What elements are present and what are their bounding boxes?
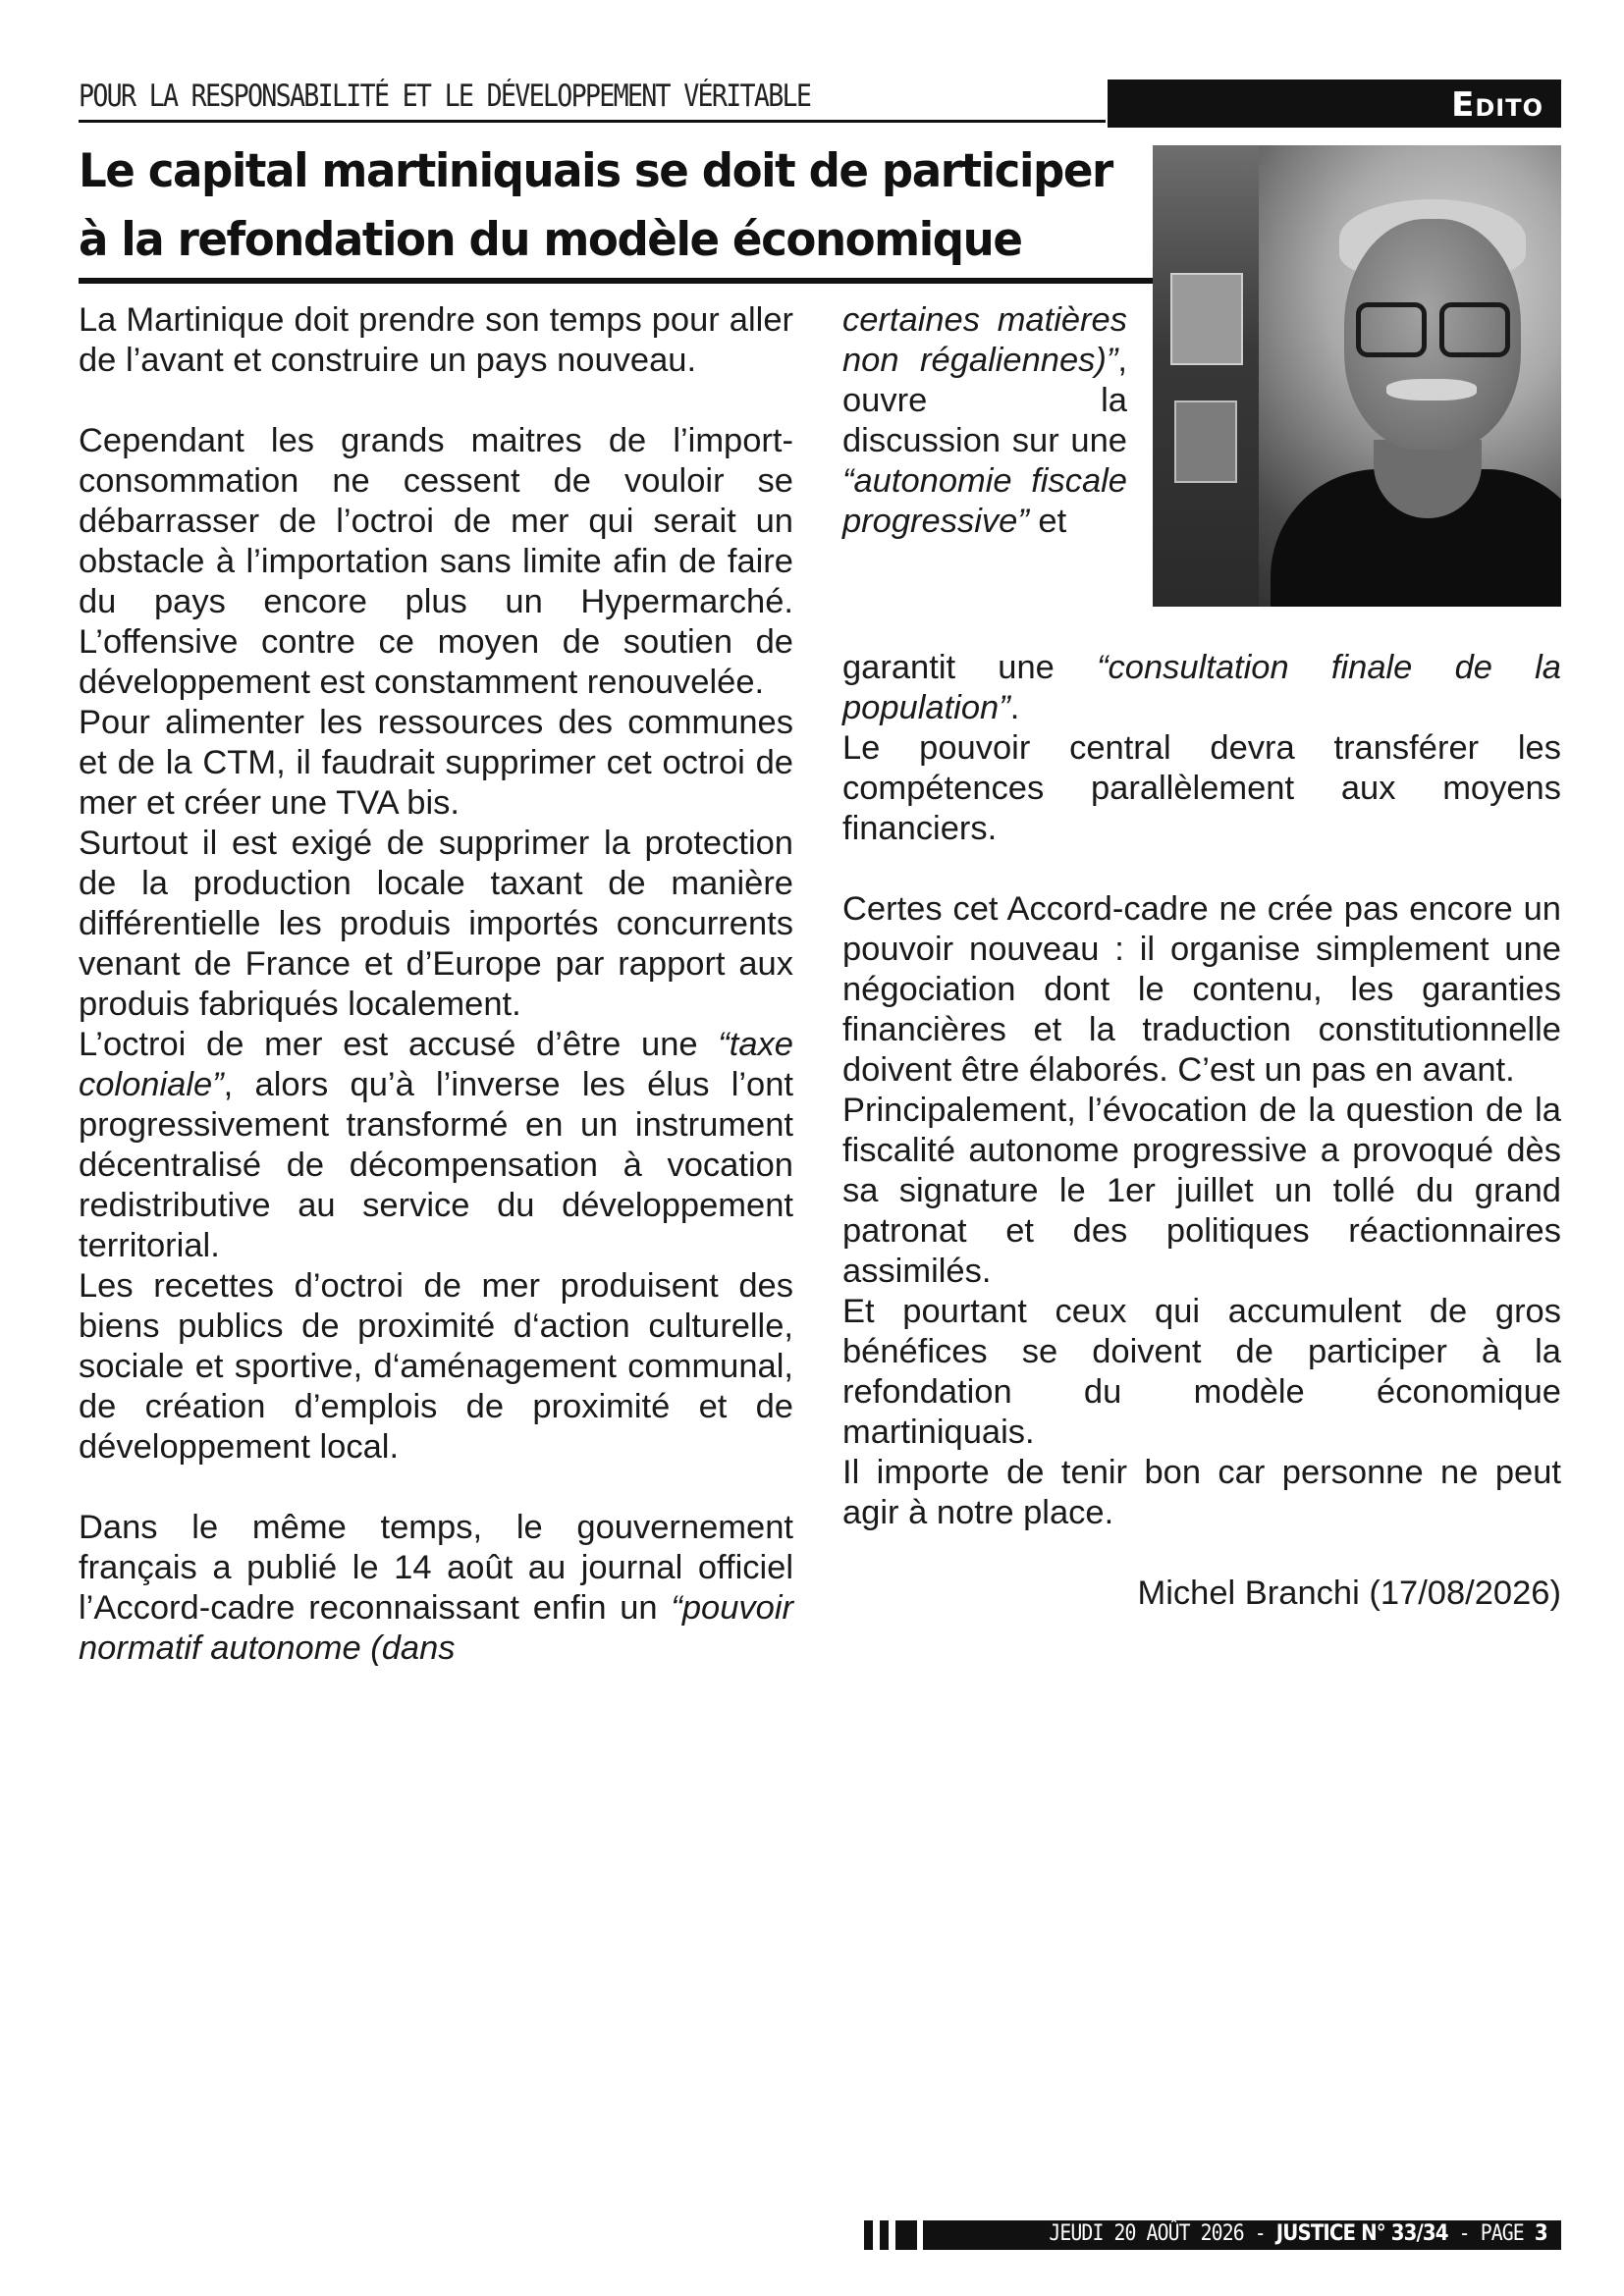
text-run: L’octroi de mer est accusé d’être une xyxy=(79,1026,719,1063)
footer-strip xyxy=(923,2220,1561,2250)
footer-text xyxy=(1050,2221,1547,2246)
article-column-right xyxy=(842,648,1561,1614)
footer-page-label: - PAGE xyxy=(1447,2221,1536,2246)
quote-consultation: “consultation finale de la population” xyxy=(842,649,1561,726)
footer-date: JEUDI 20 AOÛT 2026 - xyxy=(1049,2221,1277,2246)
photo-poster xyxy=(1174,400,1237,483)
paragraph: Les recettes d’octroi de mer produisent des biens publics de proximité d‘action culturelle, sociale et sportive, d‘aménagement communal, de création d’emplois de proximité et de développement local. xyxy=(79,1267,793,1466)
paragraph: Cependant les grands maitres de l’import-consommation ne cessent de vouloir se débarrasser de l’octroi de mer qui serait un obstacle à l’importation sans limite afin de faire du pays encore plus un Hypermarché. L’offensive contre ce moyen de soutien de développement est constamment renouvelée. xyxy=(79,422,793,701)
article-column-right-wrap xyxy=(842,300,1127,542)
glasses-icon xyxy=(1356,302,1427,357)
text-run: . xyxy=(1009,689,1020,726)
paragraph xyxy=(842,648,1561,728)
footer-bar-mark xyxy=(880,2220,889,2250)
footer-bar-mark xyxy=(895,2220,917,2250)
page-footer xyxy=(864,2220,1561,2250)
header-rule xyxy=(79,120,1106,123)
paragraph xyxy=(842,300,1127,542)
text-run: garantit une xyxy=(842,649,1098,686)
text-run: et xyxy=(1028,503,1067,540)
footer-bar-mark xyxy=(864,2220,873,2250)
paragraph: Il importe de tenir bon car personne ne peut agir à notre place. xyxy=(842,1454,1561,1531)
glasses-icon xyxy=(1439,302,1510,357)
article-column-left xyxy=(79,300,793,1669)
paragraph: Et pourtant ceux qui accumulent de gros bénéfices se doivent de participer à la refondation du modèle économique martiniquais. xyxy=(842,1293,1561,1451)
footer-publication: JUSTICE N° 33/34 xyxy=(1276,2221,1448,2246)
paragraph: Surtout il est exigé de supprimer la protection de la production locale taxant de manière différentielle les produis importés concurrents venant de France et d’Europe par rapport aux produis fabriqués localement. xyxy=(79,825,793,1023)
paragraph: Pour alimenter les ressources des communes et de la CTM, il faudrait supprimer cet octroi de mer et créer une TVA bis. xyxy=(79,704,793,822)
text-run: , ouvre la discussion sur une xyxy=(842,342,1127,459)
footer-page-number: 3 xyxy=(1535,2221,1547,2246)
photo-mustache xyxy=(1386,379,1477,400)
paragraph: Certes cet Accord-cadre ne crée pas encore un pouvoir nouveau : il organise simplement une négociation dont le contenu, les garanties financières et la traduction constitutionnelle doivent être élaborés. C’est un pas en avant. xyxy=(842,890,1561,1089)
photo-poster xyxy=(1170,273,1243,365)
quote-autonomie-fiscale: “autonomie fiscale progressive” xyxy=(842,462,1127,540)
article-title: Le capital martiniquais se doit de participer à la refondation du modèle économique xyxy=(79,144,1112,267)
text-run: Dans le même temps, le gouvernement français a publié le 14 août au journal officiel l’Accord-cadre reconnaissant enfin un xyxy=(79,1509,793,1627)
author-photo xyxy=(1153,145,1561,607)
photo-background-wall xyxy=(1153,145,1259,607)
title-rule xyxy=(79,278,1153,284)
section-badge xyxy=(1108,80,1561,128)
section-label: Edito xyxy=(1451,85,1543,125)
header-tagline: POUR LA RESPONSABILITÉ ET LE DÉVELOPPEMENT VÉRITABLE xyxy=(79,79,811,114)
author-signature: Michel Branchi (17/08/2026) xyxy=(1137,1575,1561,1612)
quote-taxe-coloniale: “taxe coloniale” xyxy=(79,1026,793,1103)
quote-pouvoir-normatif: “pouvoir normatif autonome (dans xyxy=(79,1589,793,1667)
text-run: , alors qu’à l’inverse les élus l’ont progressivement transformé en un instrument décentralisé de décompensation à vocation redistributive au service du développement territorial. xyxy=(79,1066,793,1264)
paragraph xyxy=(79,1025,793,1266)
quote-continuation: certaines matières non régaliennes)” xyxy=(842,301,1127,379)
paragraph: Principalement, l’évocation de la question de la fiscalité autonome progressive a provoqué dès sa signature le 1er juillet un tollé du grand patronat et des politiques réactionnaires assimilés. xyxy=(842,1092,1561,1290)
paragraph: La Martinique doit prendre son temps pour aller de l’avant et construire un pays nouveau. xyxy=(79,301,793,379)
paragraph xyxy=(79,1508,793,1669)
paragraph: Le pouvoir central devra transférer les compétences parallèlement aux moyens financiers. xyxy=(842,729,1561,847)
